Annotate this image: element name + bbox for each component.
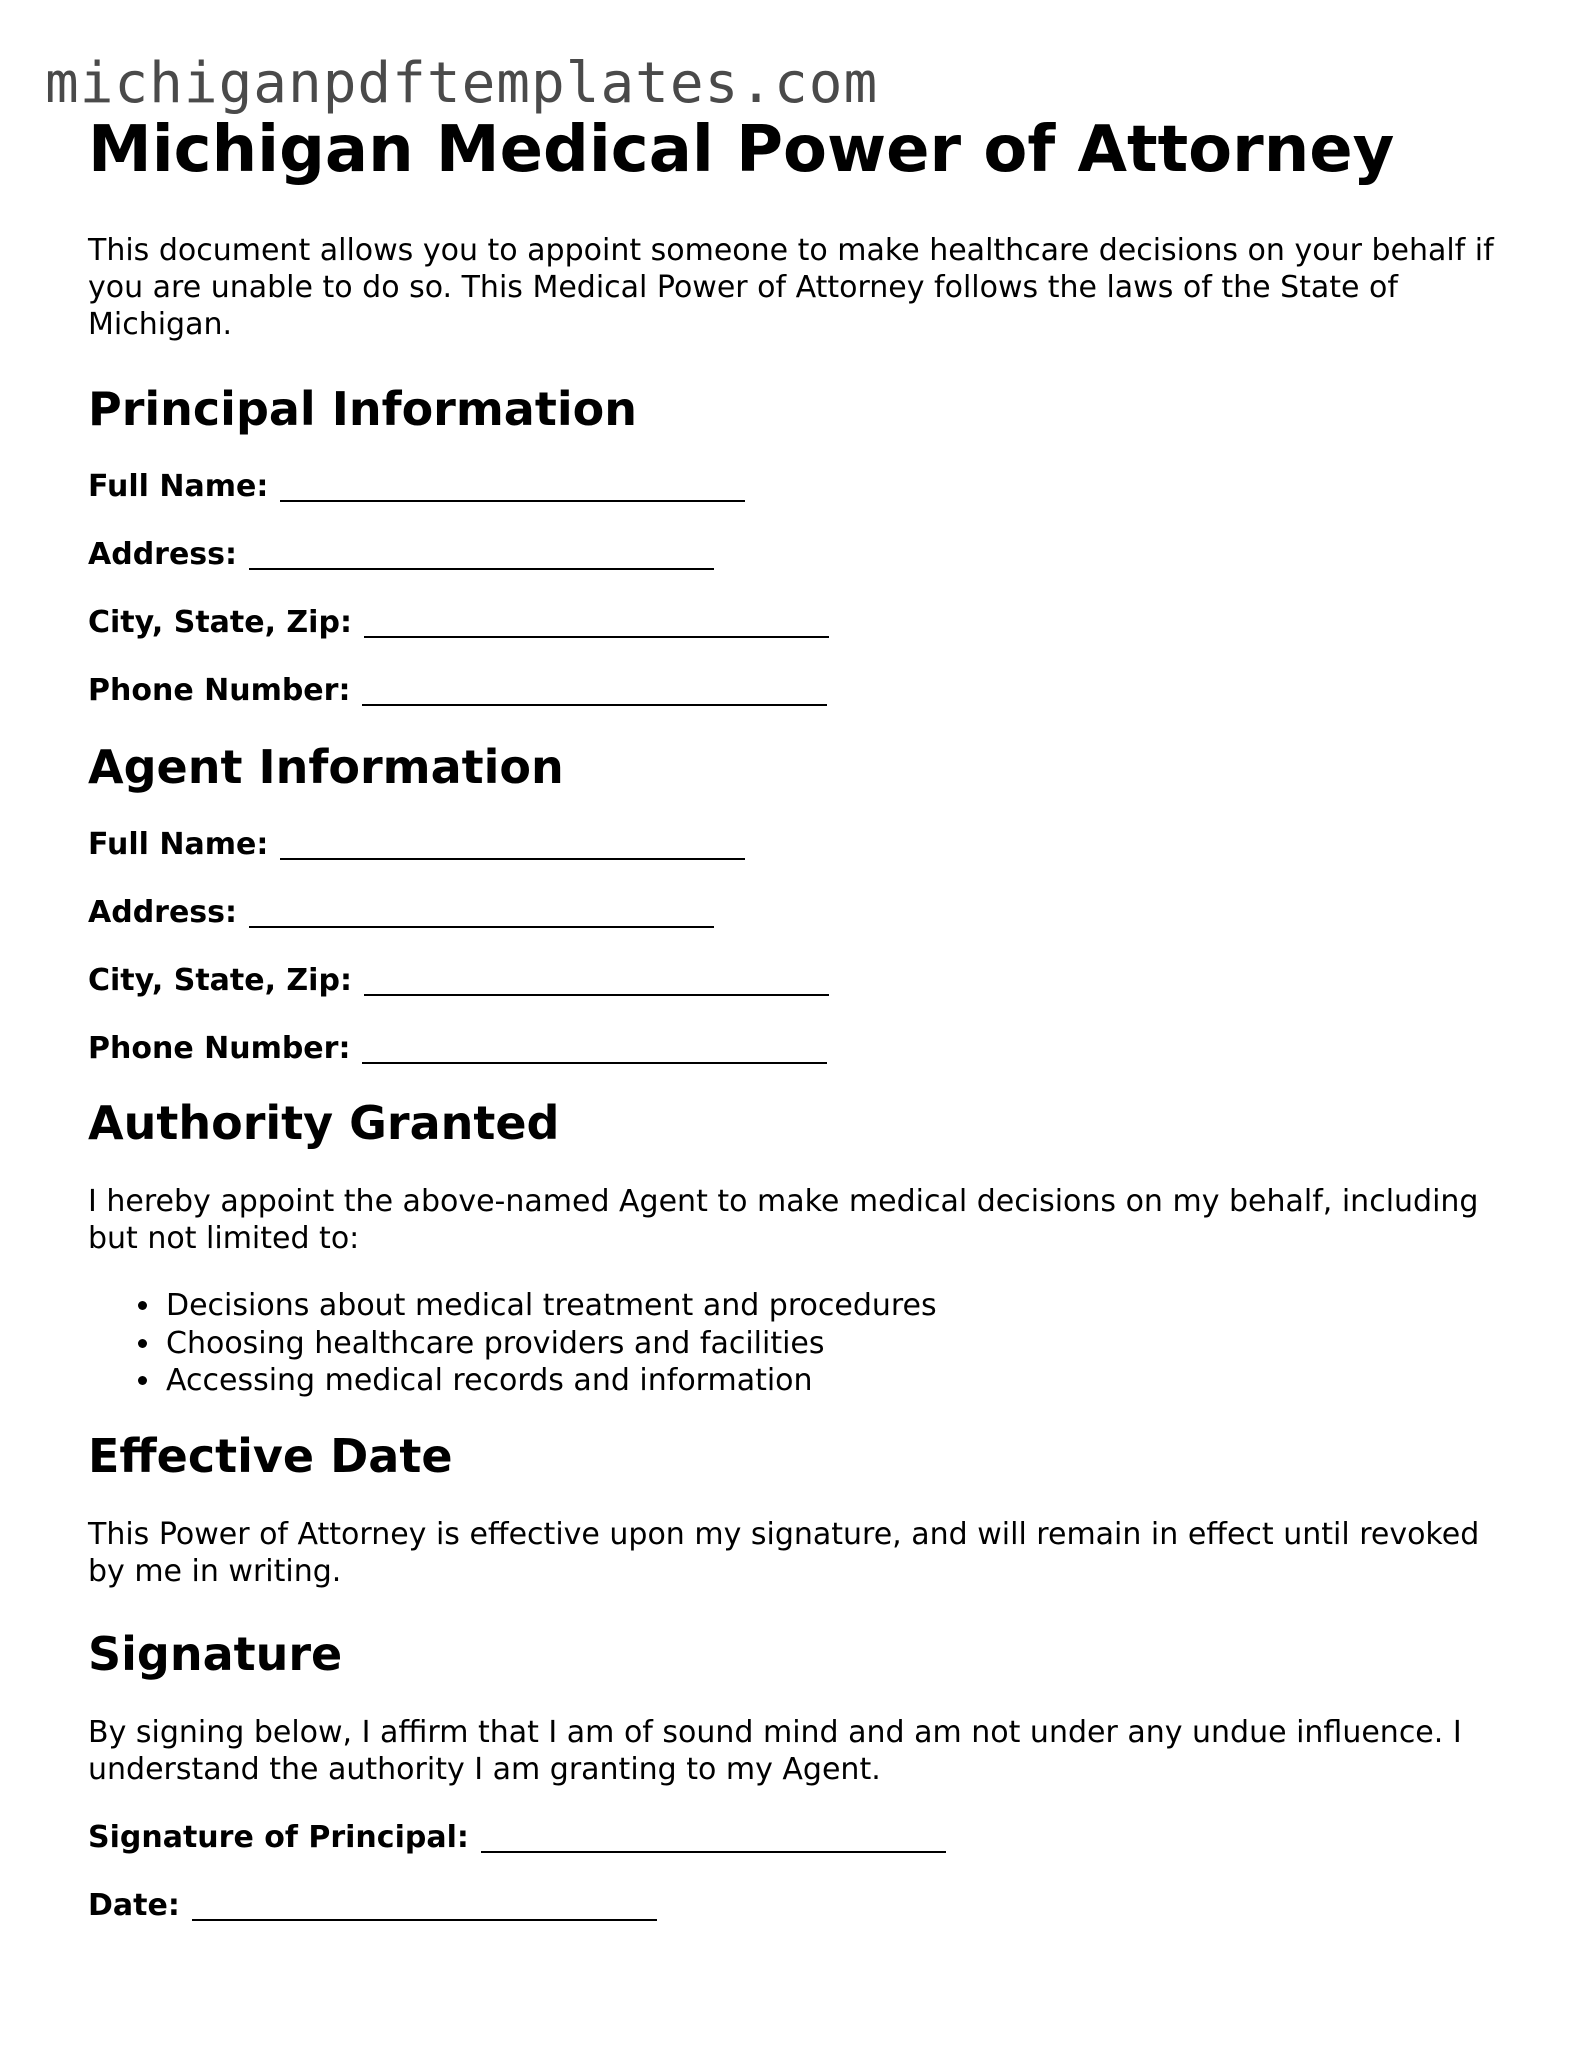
signature-heading: Signature (88, 1626, 343, 1681)
agent-full-name-label: Full Name: (88, 827, 269, 862)
list-item-text: Decisions about medical treatment and procedures (166, 1288, 937, 1323)
principal-phone-field[interactable] (88, 672, 1508, 709)
agent-city-state-zip-blank[interactable] (364, 966, 829, 996)
agent-full-name-blank[interactable] (280, 830, 745, 860)
list-item (166, 1325, 1508, 1363)
principal-city-state-zip-blank[interactable] (364, 608, 829, 638)
document-title: Michigan Medical Power of Attorney (88, 113, 1395, 187)
date-blank[interactable] (192, 1891, 657, 1921)
principal-address-field[interactable] (88, 536, 1508, 573)
document-body (88, 110, 1508, 1924)
list-item (166, 1287, 1508, 1325)
agent-heading: Agent Information (88, 740, 564, 794)
principal-city-state-zip-label: City, State, Zip: (88, 605, 352, 640)
signature-paragraph: By signing below, I affirm that I am of sound mind and am not under any undue influence. I understand the authority I am granting to my Agent. (88, 1714, 1462, 1787)
authority-paragraph: I hereby appoint the above-named Agent to make medical decisions on my behalf, including but not limited to: (88, 1184, 1479, 1256)
agent-city-state-zip-field[interactable] (88, 962, 1508, 999)
agent-address-blank[interactable] (249, 898, 714, 928)
agent-address-label: Address: (88, 895, 238, 930)
agent-address-field[interactable] (88, 894, 1508, 931)
principal-address-blank[interactable] (249, 540, 714, 570)
effective-date-heading: Effective Date (88, 1428, 453, 1483)
agent-city-state-zip-label: City, State, Zip: (88, 963, 352, 998)
agent-phone-blank[interactable] (362, 1034, 827, 1064)
principal-phone-label: Phone Number: (88, 673, 351, 708)
principal-signature-label: Signature of Principal: (88, 1819, 469, 1855)
agent-phone-field[interactable] (88, 1030, 1508, 1067)
authority-heading: Authority Granted (88, 1096, 560, 1150)
bullet-icon (138, 1376, 147, 1385)
site-watermark: michiganpdftemplates.com (45, 51, 879, 116)
principal-city-state-zip-field[interactable] (88, 604, 1508, 641)
agent-phone-label: Phone Number: (88, 1031, 351, 1066)
principal-phone-blank[interactable] (362, 676, 827, 706)
date-label: Date: (88, 1887, 180, 1923)
principal-full-name-label: Full Name: (88, 469, 269, 504)
principal-signature-blank[interactable] (481, 1823, 946, 1853)
principal-full-name-blank[interactable] (280, 472, 745, 502)
bullet-icon (138, 1339, 147, 1348)
date-field[interactable] (88, 1887, 1508, 1924)
effective-date-paragraph: This Power of Attorney is effective upon my signature, and will remain in effect until revoked by me in writing. (88, 1516, 1480, 1589)
list-item-text: Accessing medical records and information (166, 1363, 813, 1398)
list-item-text: Choosing healthcare providers and facilities (166, 1325, 825, 1361)
principal-signature-field[interactable] (88, 1819, 1508, 1856)
authority-list (88, 1287, 1508, 1400)
principal-address-label: Address: (88, 537, 238, 572)
bullet-icon (138, 1301, 147, 1310)
principal-heading: Principal Information (88, 382, 637, 436)
intro-paragraph: This document allows you to appoint someone to make healthcare decisions on your behalf if you are unable to do so. This Medical Power of Attorney follows the laws of the State of Michigan. (88, 233, 1494, 342)
agent-full-name-field[interactable] (88, 826, 1508, 863)
list-item (166, 1362, 1508, 1400)
principal-full-name-field[interactable] (88, 468, 1508, 505)
